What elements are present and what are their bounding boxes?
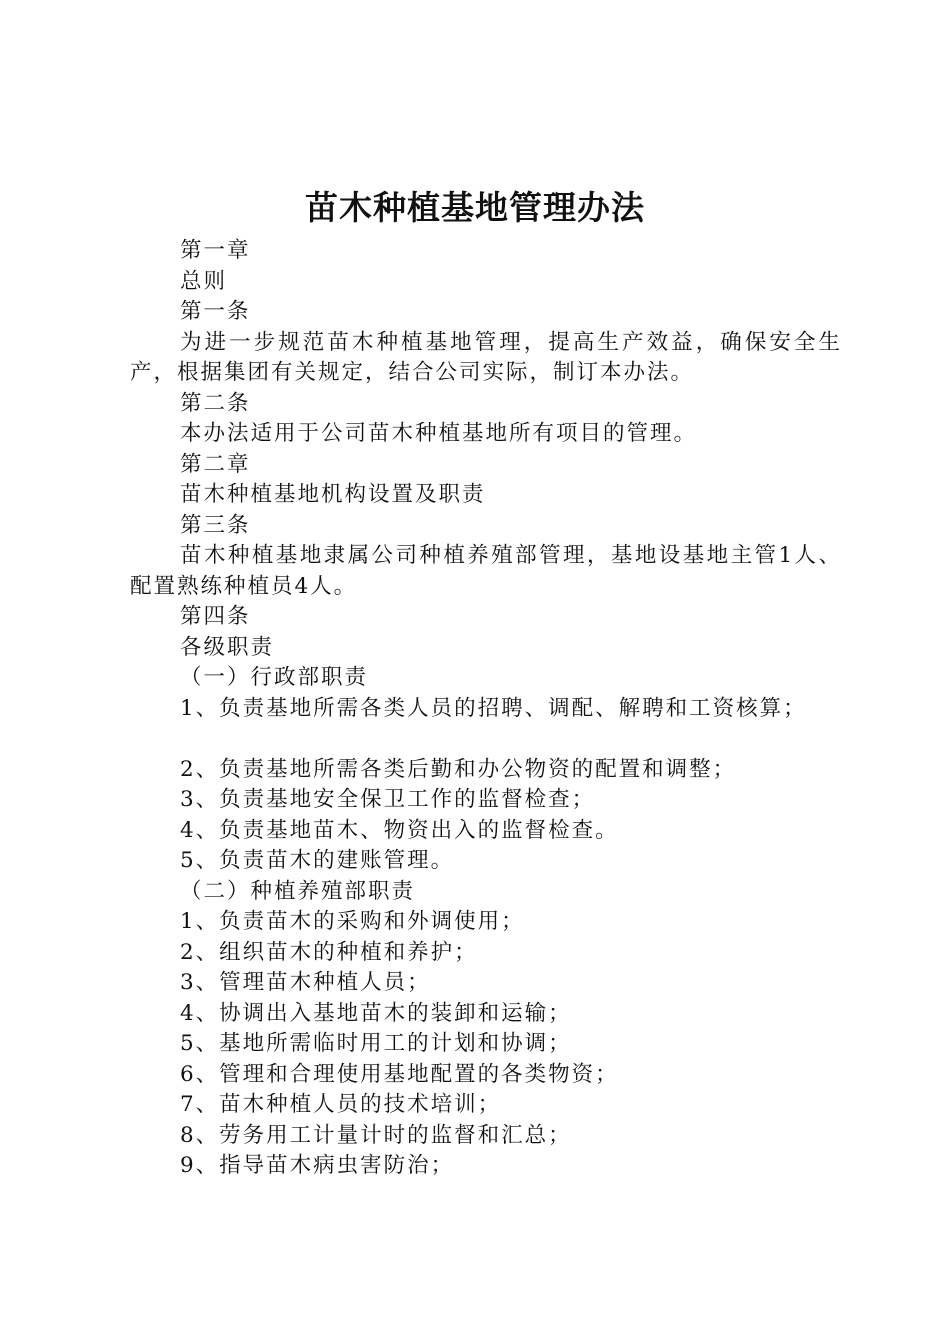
list-item: 9、指导苗木病虫害防治； bbox=[180, 1153, 455, 1178]
chapter-title: 苗木种植基地机构设置及职责 bbox=[180, 482, 486, 507]
document-title: 苗木种植基地管理办法 bbox=[305, 188, 645, 227]
subsection-heading: （一）行政部职责 bbox=[180, 665, 369, 690]
article-paragraph: 苗木种植基地隶属公司种植养殖部管理，基地设基地主管1人、配置熟练种植员4人。 bbox=[130, 543, 842, 599]
section-title: 各级职责 bbox=[180, 634, 275, 660]
article-heading: 第三条 bbox=[180, 512, 251, 538]
list-item: 5、基地所需临时用工的计划和协调； bbox=[180, 1031, 572, 1056]
list-item: 3、管理苗木种植人员； bbox=[180, 970, 431, 995]
document-body bbox=[130, 236, 842, 1182]
list-item: 3、负责基地安全保卫工作的监督检查； bbox=[180, 787, 596, 812]
list-item: 5、负责苗木的建账管理。 bbox=[180, 848, 455, 873]
list-item: 4、协调出入基地苗木的装卸和运输； bbox=[180, 1000, 572, 1026]
list-item: 1、负责苗木的采购和外调使用； bbox=[180, 909, 525, 934]
article-heading: 第二条 bbox=[180, 390, 251, 416]
article-heading: 第一条 bbox=[180, 299, 251, 324]
list-item: 2、组织苗木的种植和养护； bbox=[180, 939, 478, 965]
list-item: 7、苗木种植人员的技术培训； bbox=[180, 1092, 502, 1117]
article-paragraph: 本办法适用于公司苗木种植基地所有项目的管理。 bbox=[180, 421, 698, 446]
list-item: 2、负责基地所需各类后勤和办公物资的配置和调整； bbox=[180, 756, 737, 782]
chapter-title: 总则 bbox=[180, 268, 228, 294]
list-item: 8、劳务用工计量计时的监督和汇总； bbox=[180, 1122, 572, 1148]
blank-line bbox=[130, 724, 842, 755]
chapter-heading: 第二章 bbox=[180, 451, 251, 477]
article-paragraph: 为进一步规范苗木种植基地管理，提高生产效益，确保安全生产，根据集团有关规定，结合公司实际，制订本办法。 bbox=[130, 329, 842, 385]
list-item: 1、负责基地所需各类人员的招聘、调配、解聘和工资核算； bbox=[180, 695, 807, 721]
chapter-heading: 第一章 bbox=[180, 238, 251, 263]
list-item: 6、管理和合理使用基地配置的各类物资； bbox=[180, 1061, 619, 1087]
subsection-heading: （二）种植养殖部职责 bbox=[180, 878, 416, 904]
list-item: 4、负责基地苗木、物资出入的监督检查。 bbox=[180, 817, 619, 843]
article-heading: 第四条 bbox=[180, 604, 251, 629]
